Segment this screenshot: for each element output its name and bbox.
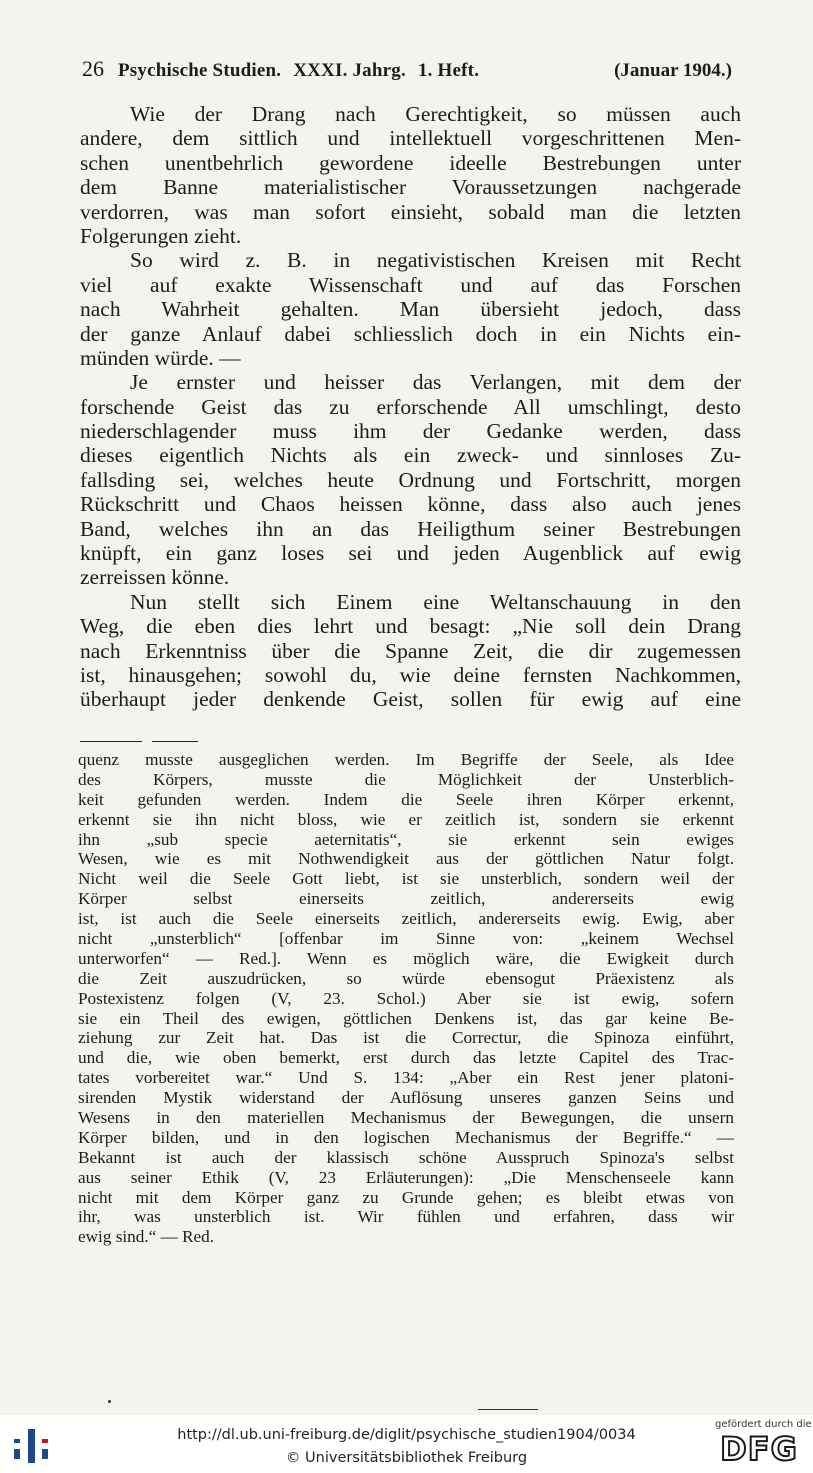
footnote-line: aus seiner Ethik (V, 23 Erläuterungen): „Die Menschenseele kann bbox=[78, 1167, 734, 1187]
text-line: überhaupt jeder denkende Geist, sollen für ewig auf eine bbox=[80, 687, 741, 712]
text-line: Weg, die eben dies lehrt und besagt: „Nie soll dein Drang bbox=[80, 614, 741, 639]
main-text bbox=[80, 102, 741, 712]
text-line: schen unentbehrlich gewordene ideelle Bestrebungen unter bbox=[80, 150, 741, 175]
footnote-line: Wesens in den materiellen Mechanismus der Bewegungen, die unsern bbox=[78, 1108, 734, 1128]
footnote-line: des Körpers, musste die Möglichkeit der Unsterblich- bbox=[78, 769, 734, 789]
footnote-line: keit gefunden werden. Indem die Seele ihren Körper erkennt, bbox=[78, 789, 734, 809]
text-line: zerreissen könne. bbox=[80, 565, 230, 590]
footnote-line: quenz musste ausgeglichen werden. Im Begriffe der Seele, als Idee bbox=[78, 750, 734, 769]
text-line: Nun stellt sich Einem eine Weltanschauung in den bbox=[130, 589, 741, 614]
footnote-line: Körper bilden, und in den logischen Mechanismus der Begriffe.“ — bbox=[78, 1127, 734, 1147]
footnote-line: Wesen, wie es mit Nothwendigkeit aus der göttlichen Natur folgt. bbox=[78, 849, 734, 869]
page-number: 26 bbox=[82, 56, 104, 81]
footnote-line: Postexistenz folgen (V, 23. Schol.) Aber sie ist ewig, sofern bbox=[78, 988, 734, 1008]
volume-label: XXXI. Jahrg. bbox=[293, 60, 406, 81]
text-line: niederschlagender muss ihm der Gedanke werden, dass bbox=[80, 419, 741, 444]
footnote-line: ihn „sub specie aeternitatis“, sie erkennt sein ewiges bbox=[78, 829, 734, 849]
footnote-line: ziehung zur Zeit hat. Das ist die Correctur, die Spinoza einführt, bbox=[78, 1028, 734, 1048]
dfg-logo-icon: DFG bbox=[720, 1430, 798, 1468]
text-line: dem Banne materialistischer Voraussetzungen nachgerade bbox=[80, 175, 741, 200]
text-line: nach Erkenntniss über die Spanne Zeit, die dir zugemessen bbox=[80, 638, 741, 663]
footnote-line: Nicht weil die Seele Gott liebt, ist sie unsterblich, sondern weil der bbox=[78, 869, 734, 889]
text-line: Band, welches ihn an das Heiligthum seiner Bestrebungen bbox=[80, 516, 741, 541]
permalink-link[interactable]: http://dl.ub.uni-freiburg.de/diglit/psychische_studien1904/0034 bbox=[177, 1427, 636, 1443]
dfg-logo bbox=[715, 1419, 812, 1471]
text-line: fallsding sei, welches heute Ordnung und Fortschritt, morgen bbox=[80, 467, 741, 492]
text-line: Je ernster und heisser das Verlangen, mit dem der bbox=[130, 370, 741, 395]
footnote-line: ihr, was unsterblich ist. Wir fühlen und erfahren, dass wir bbox=[78, 1207, 734, 1227]
footnote-line: erkennt sie ihn nicht bloss, wie er zeitlich ist, sondern sie erkennt bbox=[78, 809, 734, 829]
text-line: Wie der Drang nach Gerechtigkeit, so müssen auch bbox=[130, 102, 741, 126]
text-line: nach Wahrheit gehalten. Man übersieht jedoch, dass bbox=[80, 297, 741, 322]
dfg-caption: gefördert durch die bbox=[715, 1419, 812, 1430]
text-line: So wird z. B. in negativistischen Kreisen mit Recht bbox=[130, 248, 741, 273]
text-line: ist, hinausgehen; sowohl du, wie deine fernsten Nachkommen, bbox=[80, 662, 741, 687]
footnote-line: die Zeit auszudrücken, so würde ebensogut Präexistenz als bbox=[78, 968, 734, 988]
text-line: Rückschritt und Chaos heissen könne, dass also auch jenes bbox=[80, 492, 741, 517]
journal-title: Psychische Studien. bbox=[118, 60, 282, 81]
copyright-notice: © Universitätsbibliothek Freiburg bbox=[285, 1450, 528, 1466]
viewer-footer bbox=[0, 1415, 813, 1473]
footnote-line: sie ein Theil des ewigen, göttlichen Denkens ist, das gar keine Be- bbox=[78, 1008, 734, 1028]
text-line: der ganze Anlauf dabei schliesslich doch in ein Nichts ein- bbox=[80, 321, 741, 346]
footnote-line: nicht „unsterblich“ [offenbar im Sinne von: „keinem Wechsel bbox=[78, 929, 734, 949]
footnote-line: Körper selbst einerseits zeitlich, andererseits ewig bbox=[78, 889, 734, 909]
text-line: knüpft, ein ganz loses sei und jeden Augenblick auf ewig bbox=[80, 541, 741, 566]
footnote-line: tates vorbereitet war.“ Und S. 134: „Aber ein Rest jener platoni- bbox=[78, 1068, 734, 1088]
text-line: verdorren, was man sofort einsieht, sobald man die letzten bbox=[80, 199, 741, 224]
footnote-line: Bekannt ist auch der klassisch schöne Ausspruch Spinoza's selbst bbox=[78, 1147, 734, 1167]
text-line: forschende Geist das zu erforschende All umschlingt, desto bbox=[80, 394, 741, 419]
text-line: andere, dem sittlich und intellektuell vorgeschrittenen Men- bbox=[80, 126, 741, 151]
issue-label: 1. Heft. bbox=[417, 60, 480, 81]
footnote-line: unterworfen“ — Red.]. Wenn es möglich wäre, die Ewigkeit durch bbox=[78, 948, 734, 968]
footnote-line: ewig sind.“ — Red. bbox=[78, 1227, 215, 1247]
signature-rule bbox=[478, 1409, 538, 1410]
text-line: Folgerungen zieht. bbox=[80, 223, 242, 248]
issue-date: (Januar 1904.) bbox=[614, 60, 732, 81]
text-line: dieses eigentlich Nichts als ein zweck- und sinnloses Zu- bbox=[80, 443, 741, 468]
footnote-divider bbox=[80, 741, 142, 742]
text-line: münden würde. — bbox=[80, 345, 241, 370]
printer-mark bbox=[108, 1400, 111, 1403]
footnote-line: und die, wie oben bemerkt, erst durch das letzte Capitel des Trac- bbox=[78, 1048, 734, 1068]
footnote-line: sirenden Mystik widerstand der Auflösung unseres ganzen Seins und bbox=[78, 1088, 734, 1108]
footnote-text bbox=[78, 750, 734, 1247]
running-header bbox=[82, 56, 732, 82]
footnote-line: nicht mit dem Körper ganz zu Grunde gehen; es bleibt etwas von bbox=[78, 1187, 734, 1207]
footnote-line: ist, ist auch die Seele einerseits zeitlich, andererseits ewig. Ewig, aber bbox=[78, 909, 734, 929]
footnote-divider bbox=[152, 741, 198, 742]
text-line: viel auf exakte Wissenschaft und auf das Forschen bbox=[80, 272, 741, 297]
